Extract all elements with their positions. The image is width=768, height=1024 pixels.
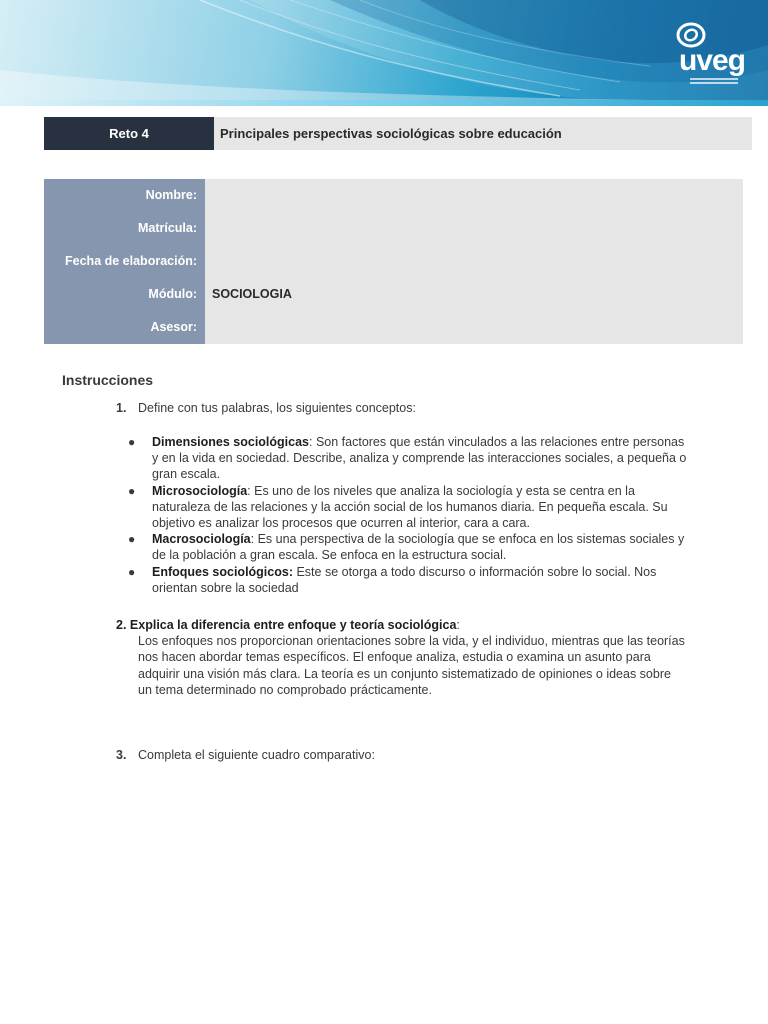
concept-separator: : [309,435,313,449]
list-item [128,483,688,532]
concept-term: Dimensiones sociológicas [152,435,309,449]
info-value: SOCIOLOGIA [212,287,292,301]
concept-term: Macrosociología [152,532,251,547]
concept-term: Microsociología [152,483,248,498]
info-label: Asesor: [150,320,197,334]
concept-separator: : [250,532,255,547]
info-row-matricula [44,212,743,245]
question-heading-separator: : [456,618,460,632]
list-item [128,564,688,596]
question-2 [116,617,686,698]
answer-text: Los enfoques nos proporcionan orientaciones sobre la vida, y el individuo, mientras que las teorías nos hacen abordar temas específicos. El enfoque analiza, estudia o examina un asunto para adquirir una visión más clara. La teoría es un conjunto sistematizado de opiniones o ideas sobre un tema determinado no comprobado prácticamente. [138,634,685,697]
info-row-asesor [44,311,743,344]
title-bar [44,117,752,150]
question-1 [116,401,416,415]
bullet-icon: ● [128,564,136,579]
uveg-logo [676,20,748,90]
student-info-table [44,179,743,344]
question-heading: Explica la diferencia entre enfoque y teoría sociológica [129,618,457,632]
bullet-icon: ● [128,435,136,449]
concept-separator: : [247,483,251,498]
concept-definition: Este se otorga a todo discurso o información sobre lo social. Nos orientan sobre la sociedad [152,564,657,595]
concept-definition: Es una perspectiva de la sociología que se enfoca en los sistemas sociales y de la población a gran escala. Se enfoca en la estructura social. [152,532,685,563]
bullet-icon: ● [128,483,136,498]
logo-text: uveg [678,44,746,77]
concept-term: Enfoques sociológicos: [152,564,293,579]
logo-subtitle-lines [690,78,738,86]
question-number: 1. [116,401,127,415]
info-row-modulo [44,278,743,311]
concept-definition: Es uno de los niveles que analiza la sociología y esta se centra en la naturaleza de las relaciones y la acción social de los humanos diaria. En pequeña escala. Su objetivo es analizar los procesos que ocurren al interior, cara a cara. [152,483,668,531]
info-label: Nombre: [145,188,197,202]
question-text: Define con tus palabras, los siguientes conceptos: [138,401,416,415]
question-number: 2. [116,618,127,632]
concept-definition: Son factores que están vinculados a las relaciones entre personas y en la vida en sociedad. Describe, analiza y comprende las interacciones sociales, a pequeña o gran escala. [152,435,687,482]
challenge-title: Principales perspectivas sociológicas sobre educación [214,117,752,150]
info-row-fecha [44,245,743,278]
banner-decoration [0,0,768,106]
banner-bottom-band [0,100,768,106]
question-number: 3. [116,748,127,762]
list-item [128,434,688,483]
info-label: Matrícula: [137,221,197,235]
info-row-nombre [44,179,743,212]
concept-list [128,434,688,596]
info-label: Fecha de elaboración: [65,254,197,268]
info-label: Módulo: [148,287,197,301]
header-banner [0,0,768,106]
bullet-icon: ● [128,532,136,547]
question-3 [116,748,375,762]
list-item [128,531,688,563]
question-text: Completa el siguiente cuadro comparativo: [138,748,375,762]
instructions-heading: Instrucciones [62,372,154,388]
challenge-number: Reto 4 [44,117,214,150]
